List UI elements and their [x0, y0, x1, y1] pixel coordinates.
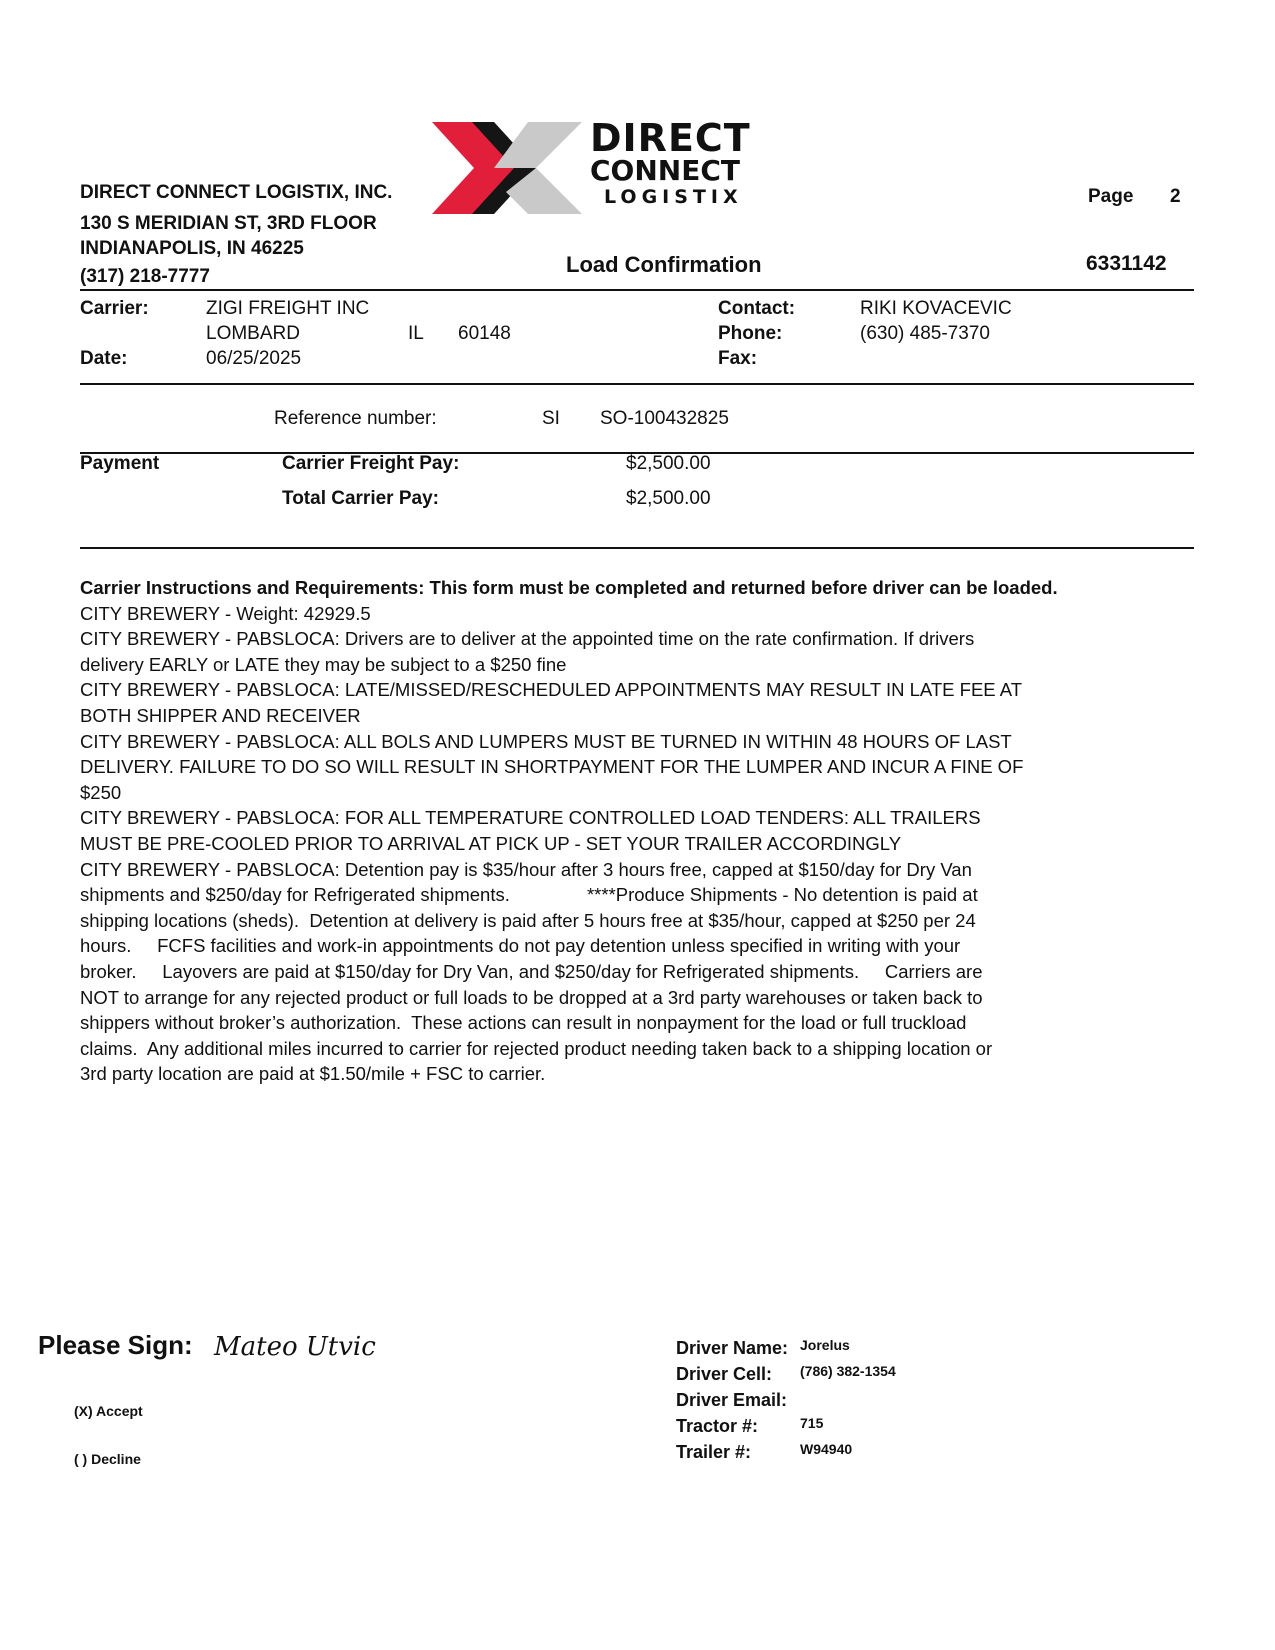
carrier-name: ZIGI FREIGHT INC: [206, 298, 370, 319]
instruction-line: CITY BREWERY - PABSLOCA: ALL BOLS AND LUMPERS MUST BE TURNED IN WITHIN 48 HOURS OF LAST: [80, 730, 1012, 752]
driver-cell-value[interactable]: (786) 382-1354: [800, 1363, 896, 1379]
logo-word-direct: DIRECT: [590, 116, 751, 160]
driver-email-label: Driver Email:: [676, 1390, 788, 1410]
contact-value: RIKI KOVACEVIC: [860, 298, 1012, 319]
company-address-line1: 130 S MERIDIAN ST, 3RD FLOOR: [80, 213, 377, 234]
instruction-line: claims. Any additional miles incurred to carrier for rejected product needing taken back to a shipping location or: [80, 1037, 993, 1059]
driver-name-value[interactable]: Jorelus: [800, 1337, 850, 1353]
reference-type: SI: [542, 408, 560, 429]
carrier-zip: 60148: [458, 323, 511, 344]
instruction-line: shippers without broker’s authorization. These actions can result in nonpayment for the load or full truckload: [80, 1012, 967, 1034]
logo-word-connect: CONNECT: [590, 154, 740, 187]
trailer-label: Trailer #:: [676, 1442, 752, 1462]
logo-word-logistix: LOGISTIX: [604, 186, 743, 208]
contact-label: Contact:: [718, 298, 796, 319]
instruction-line: CITY BREWERY - PABSLOCA: Drivers are to deliver at the appointed time on the rate confirmation. If drivers: [80, 628, 975, 650]
instruction-line: broker. Layovers are paid at $150/day for Dry Van, and $250/day for Refrigerated shipments. Carriers are: [80, 960, 983, 982]
payment-label: Payment: [80, 453, 160, 474]
payment-divider: [80, 547, 1194, 549]
instruction-line: delivery EARLY or LATE they may be subject to a $250 fine: [80, 653, 567, 675]
freight-pay-label: Carrier Freight Pay:: [282, 453, 460, 474]
x-mark-icon: [432, 122, 592, 214]
please-sign-label: Please Sign:: [38, 1330, 193, 1360]
accept-option[interactable]: (X) Accept: [74, 1403, 143, 1419]
company-name: DIRECT CONNECT LOGISTIX, INC.: [80, 182, 393, 203]
instruction-line: $250: [80, 781, 122, 803]
carrier-label: Carrier:: [80, 298, 149, 319]
instruction-line: CITY BREWERY - PABSLOCA: LATE/MISSED/RESCHEDULED APPOINTMENTS MAY RESULT IN LATE FEE AT: [80, 679, 1023, 701]
company-logo: [432, 116, 772, 220]
reference-value: SO-100432825: [600, 408, 729, 429]
instruction-line: NOT to arrange for any rejected product or full loads to be dropped at a 3rd party warehouses or taken back to: [80, 986, 983, 1008]
instruction-line: shipping locations (sheds). Detention at delivery is paid after 5 hours free at $35/hour, capped at $250 per 24: [80, 909, 976, 931]
instruction-line: MUST BE PRE-COOLED PRIOR TO ARRIVAL AT PICK UP - SET YOUR TRAILER ACCORDINGLY: [80, 832, 902, 854]
tractor-value[interactable]: 715: [800, 1415, 824, 1431]
instruction-line: DELIVERY. FAILURE TO DO SO WILL RESULT IN SHORTPAYMENT FOR THE LUMPER AND INCUR A FINE OF: [80, 756, 1024, 778]
date-label: Date:: [80, 348, 128, 369]
trailer-value[interactable]: W94940: [800, 1441, 853, 1457]
fax-label: Fax:: [718, 348, 758, 369]
phone-label: Phone:: [718, 323, 783, 344]
company-address-line2: INDIANAPOLIS, IN 46225: [80, 238, 304, 259]
driver-cell-label: Driver Cell:: [676, 1364, 773, 1384]
document-number: 6331142: [1086, 252, 1167, 275]
tractor-label: Tractor #:: [676, 1416, 759, 1436]
phone-value: (630) 485-7370: [860, 323, 990, 344]
carrier-divider: [80, 383, 1194, 385]
instruction-line: CITY BREWERY - PABSLOCA: Detention pay is $35/hour after 3 hours free, capped at $150/day for Dry Van: [80, 858, 972, 880]
date-value: 06/25/2025: [206, 348, 302, 369]
carrier-state: IL: [408, 323, 424, 344]
carrier-instructions: [80, 575, 1205, 1087]
signature-value[interactable]: Mateo Utvic: [214, 1332, 376, 1362]
reference-label: Reference number:: [274, 408, 437, 429]
company-phone: (317) 218-7777: [80, 266, 210, 287]
carrier-city: LOMBARD: [206, 323, 300, 344]
instruction-line: BOTH SHIPPER AND RECEIVER: [80, 704, 361, 726]
page-number: 2: [1170, 186, 1181, 207]
total-pay-value: $2,500.00: [626, 488, 711, 509]
document-title: Load Confirmation: [566, 252, 762, 277]
instructions-title: Carrier Instructions and Requirements: This form must be completed and returned before driver can be loaded.: [80, 577, 1058, 598]
instruction-line: shipments and $250/day for Refrigerated shipments. ****Produce Shipments - No detention is paid at: [80, 884, 978, 906]
instruction-line: CITY BREWERY - Weight: 42929.5: [80, 602, 371, 624]
instruction-line: hours. FCFS facilities and work-in appointments do not pay detention unless specified in writing with your: [80, 935, 961, 957]
total-pay-label: Total Carrier Pay:: [282, 488, 439, 509]
freight-pay-value: $2,500.00: [626, 453, 711, 474]
instruction-line: 3rd party location are paid at $1.50/mile + FSC to carrier.: [80, 1063, 546, 1085]
header-divider: [80, 289, 1194, 291]
driver-name-label: Driver Name:: [676, 1338, 789, 1358]
instruction-line: CITY BREWERY - PABSLOCA: FOR ALL TEMPERATURE CONTROLLED LOAD TENDERS: ALL TRAILERS: [80, 807, 981, 829]
decline-option[interactable]: ( ) Decline: [74, 1451, 141, 1467]
page-label: Page: [1088, 186, 1134, 207]
